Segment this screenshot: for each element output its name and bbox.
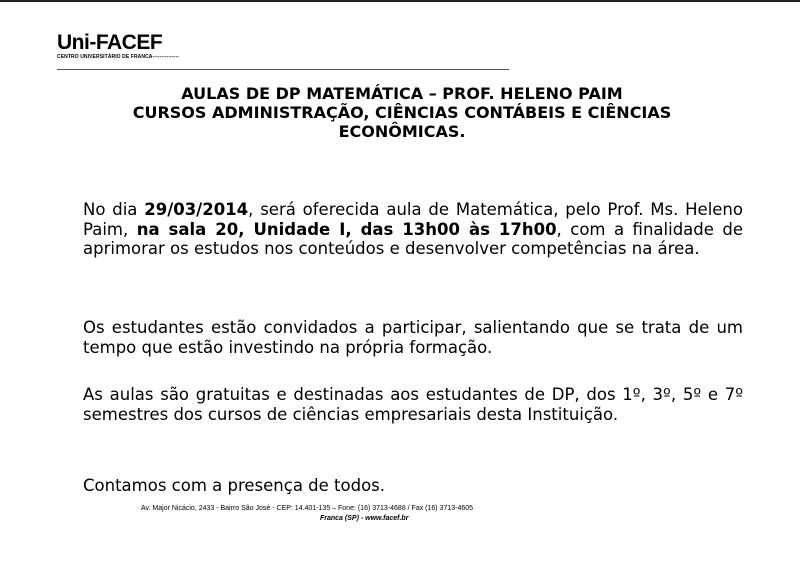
- paragraph-invitation: Os estudantes estão convidados a participar, salientando que se trata de um tempo que estão investindo na própria formação.: [83, 318, 743, 357]
- p1-text-3: , com a finalidade de aprimorar os estudos nos conteúdos e desenvolver competências na área.: [83, 219, 743, 258]
- paragraph-closing: Contamos com a presença de todos.: [83, 476, 386, 495]
- footer-address: Av. Major Nicácio, 2433 - Bairro São José - CEP: 14.401-135 – Fone: (16) 3713-4688 / Fax (16) 3713-4605: [141, 505, 474, 512]
- p1-text-1: No dia: [83, 200, 145, 219]
- class-location: na sala 20, Unidade I, das 13h00 às 17h00: [136, 219, 557, 239]
- header-divider: [57, 69, 509, 70]
- paragraph-announcement: [83, 200, 743, 259]
- page-title: [57, 84, 747, 141]
- title-line-2: CURSOS ADMINISTRAÇÃO, CIÊNCIAS CONTÁBEIS E CIÊNCIAS: [132, 103, 672, 122]
- logo: [57, 32, 179, 60]
- title-line-3: ECONÔMICAS.: [338, 122, 466, 141]
- logo-subtitle: CENTRO UNIVERSITÁRIO DE FRANCA---------------: [57, 54, 179, 60]
- top-border: [0, 0, 800, 2]
- title-line-1: AULAS DE DP MATEMÁTICA – PROF. HELENO PAIM: [181, 84, 623, 103]
- paragraph-eligibility: As aulas são gratuitas e destinadas aos estudantes de DP, dos 1º, 3º, 5º e 7º semestres dos cursos de ciências empresariais desta Instituição.: [83, 385, 743, 424]
- p1-text-2: , será oferecida aula de Matemática, pelo Prof. Ms. Heleno Paim,: [83, 200, 743, 239]
- class-date: 29/03/2014: [144, 200, 249, 219]
- footer-site: Franca (SP) - www.facef.br: [320, 515, 409, 522]
- logo-name: Uni-FACEF: [57, 31, 163, 54]
